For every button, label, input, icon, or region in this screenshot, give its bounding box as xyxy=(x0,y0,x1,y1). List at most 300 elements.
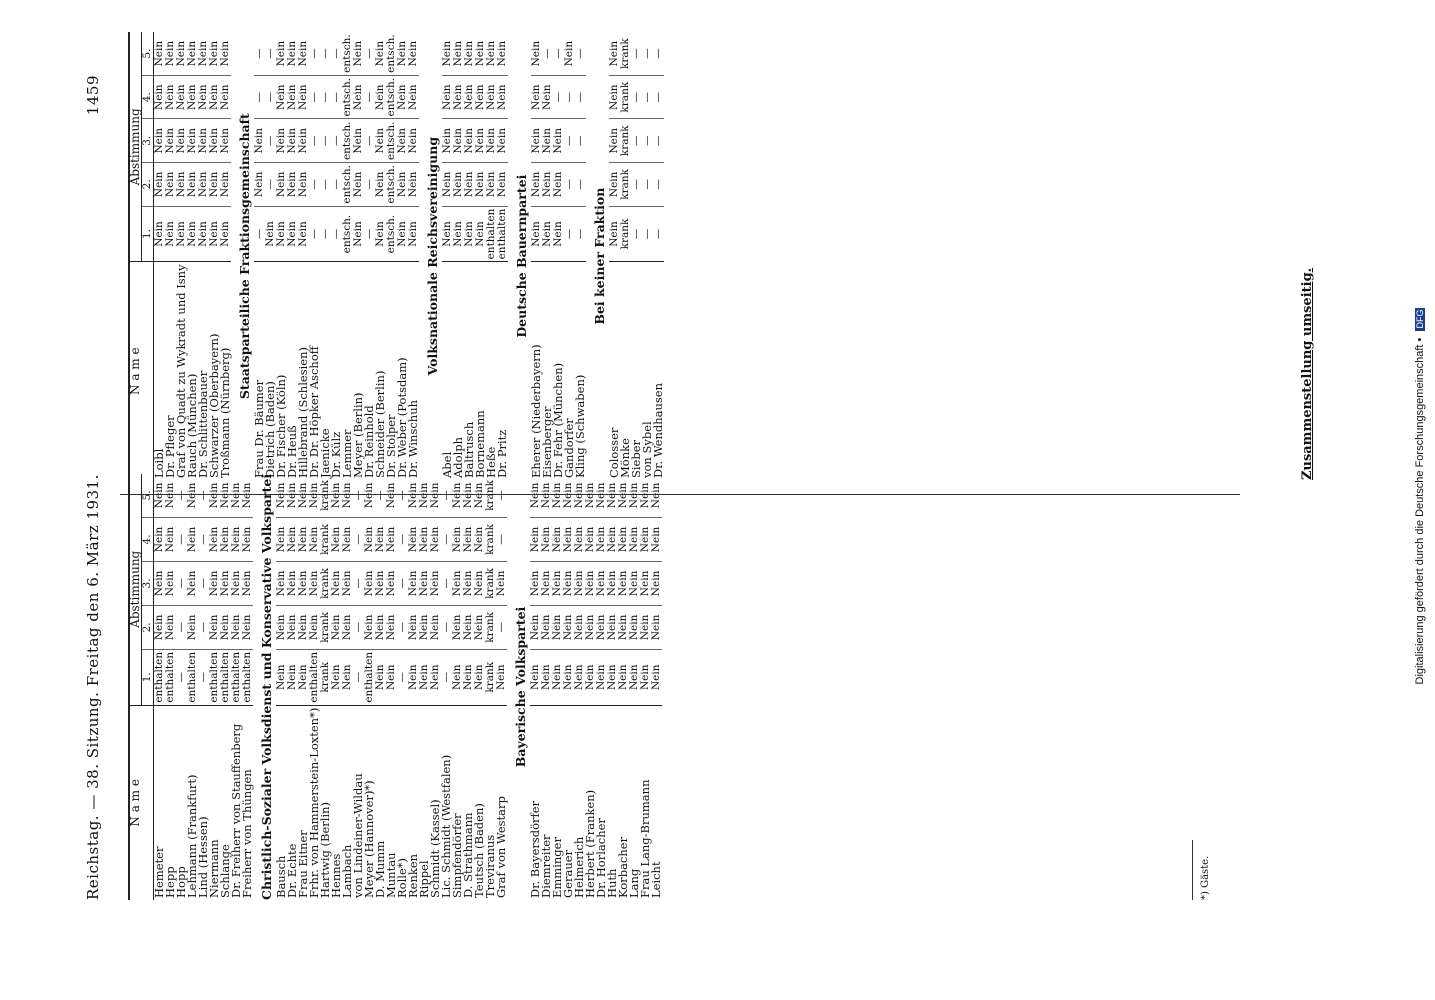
vote-cell: — xyxy=(364,75,375,119)
vote-cell: Nein xyxy=(496,649,507,705)
vote-cell: Nein xyxy=(453,206,464,262)
vote-cell: Nein xyxy=(485,40,497,67)
vote-cell: Nein xyxy=(298,517,309,561)
vote-cell: Nein xyxy=(453,119,464,163)
member-name: Baltrusch xyxy=(464,262,475,480)
vote-cell: Nein xyxy=(452,605,463,649)
vote-cell: Nein xyxy=(442,119,453,163)
vote-cell: Nein xyxy=(176,206,187,262)
member-name: Heße xyxy=(486,262,497,480)
vote-cell: Nein xyxy=(452,40,464,67)
vote-cell: Nein xyxy=(308,482,320,509)
vote-cell: Nein xyxy=(542,119,553,163)
vote-cell: entsch. xyxy=(386,206,397,262)
vote-cell: — xyxy=(575,206,586,262)
vote-cell: enthalten xyxy=(154,649,166,705)
vote-cell: Nein xyxy=(209,605,220,649)
vote-cell: — xyxy=(564,206,575,262)
vote-cell: Nein xyxy=(474,605,485,649)
vote-cell: Nein xyxy=(430,605,441,649)
vote-cell: Nein xyxy=(330,482,342,509)
vote-cell: Nein xyxy=(375,605,386,649)
vote-cell: Nein xyxy=(464,119,475,163)
vote-cell: Nein xyxy=(618,561,629,605)
vote-cell: enthalten xyxy=(486,206,497,262)
vote-cell: Nein xyxy=(276,561,287,605)
vote-cell: Nein xyxy=(275,40,287,67)
sidebar-text-wrap xyxy=(1414,11,1426,981)
vote-cell: Nein xyxy=(154,561,166,605)
vote-cell: — xyxy=(364,163,375,207)
member-name: Hemeter xyxy=(154,705,166,900)
vote-cell: Nein xyxy=(297,482,309,509)
vote-cell: Nein xyxy=(309,561,320,605)
member-name: Huth xyxy=(607,705,618,900)
vote-cell: — xyxy=(363,48,375,59)
vote-cell: Nein xyxy=(231,517,242,561)
vote-cell: Nein xyxy=(553,119,564,163)
vote-cell: Nein xyxy=(187,206,198,262)
sidebar-text: Digitalisierung gefördert durch die Deutsche Forschungsgemeinschaft • xyxy=(1414,337,1426,685)
vote-cell: Nein xyxy=(198,75,209,119)
vote-cell: Nein xyxy=(186,482,198,509)
member-name: Emminger xyxy=(552,705,563,900)
table-row xyxy=(496,474,507,900)
vote-cell: Nein xyxy=(442,75,453,119)
vote-cell: — xyxy=(631,119,642,163)
left-column xyxy=(128,473,663,900)
vote-cell: Nein xyxy=(609,119,620,163)
vote-cell: — xyxy=(631,206,642,262)
vote-cell: Nein xyxy=(353,119,364,163)
vote-cell: Nein xyxy=(585,561,596,605)
vote-cell: Nein xyxy=(474,649,485,705)
vote-cell: Nein xyxy=(452,561,463,605)
vote-cell: entsch. xyxy=(385,34,397,73)
vote-cell: Nein xyxy=(187,75,198,119)
vote-cell: Nein xyxy=(397,206,408,262)
vote-cell: Nein xyxy=(486,163,497,207)
member-name: Abel xyxy=(442,262,453,480)
vote-cell: — xyxy=(552,48,564,59)
vote-cell: Nein xyxy=(209,561,220,605)
vote-cell: Nein xyxy=(386,517,397,561)
vote-cell: Nein xyxy=(442,163,453,207)
member-name: Meyer (Berlin) xyxy=(353,262,364,480)
vote-cell: krank xyxy=(620,119,631,163)
vote-cell: Nein xyxy=(176,75,187,119)
vote-cell: Nein xyxy=(342,517,353,561)
vote-cell: Nein xyxy=(574,605,585,649)
vote-cell: Nein xyxy=(640,649,651,705)
vote-cell: Nein xyxy=(453,163,464,207)
member-name: D. Strathmann xyxy=(463,705,474,900)
vote-cell: enthalten xyxy=(220,649,231,705)
vote-cell: Nein xyxy=(419,605,430,649)
vote-cell: Nein xyxy=(153,40,165,67)
section-title: Staatsparteiliche Fraktionsgemeinschaft xyxy=(237,113,252,400)
vote-cell: — xyxy=(653,163,664,207)
vote-cell: — xyxy=(374,490,386,501)
vote-cell: — xyxy=(176,649,187,705)
member-name: Lang xyxy=(629,705,640,900)
vote-cell: krank xyxy=(320,517,331,561)
vote-cell: Nein xyxy=(609,75,620,119)
footnote: *) Gäste. xyxy=(1200,855,1211,900)
vote-cell: — xyxy=(642,206,653,262)
vote-cell: Nein xyxy=(628,482,640,509)
vote-cell: — xyxy=(653,206,664,262)
vote-cell: Nein xyxy=(552,649,563,705)
member-name: Graf von Quadt zu Wykradt und Isny xyxy=(176,262,187,480)
vote-cell: Nein xyxy=(287,517,298,561)
member-name: Muntau xyxy=(386,705,397,900)
vote-cell: — xyxy=(441,605,452,649)
vote-cell: krank xyxy=(620,75,631,119)
vote-cell: Nein xyxy=(496,561,507,605)
vote-cell: Nein xyxy=(408,75,419,119)
member-name: Rippel xyxy=(419,705,430,900)
vote-cell: — xyxy=(320,75,331,119)
vote-cell: Nein xyxy=(606,482,618,509)
member-name: Treviranus xyxy=(485,705,496,900)
vote-cell: — xyxy=(564,163,575,207)
vote-cell: Nein xyxy=(464,163,475,207)
vote-cell: Nein xyxy=(265,206,276,262)
vote-cell: — xyxy=(553,75,564,119)
member-name: Graf von Westarp xyxy=(496,705,507,900)
vote-cell: Nein xyxy=(230,482,242,509)
page-number: 1459 xyxy=(84,75,102,116)
vote-cell: enthalten xyxy=(242,649,253,705)
vote-cell: Nein xyxy=(429,482,441,509)
vote-cell: Nein xyxy=(640,561,651,605)
vote-cell: — xyxy=(265,75,276,119)
vote-cell: — xyxy=(254,206,265,262)
vote-cell: Nein xyxy=(287,119,298,163)
closing-note: Zusammenstellung umseitig. xyxy=(1300,267,1315,480)
member-name: Kling (Schwaben) xyxy=(575,262,586,480)
vote-cell: — xyxy=(642,163,653,207)
vote-cell: Nein xyxy=(497,163,508,207)
member-name: Dr. Pritz xyxy=(497,262,508,480)
vote-cell: Nein xyxy=(486,75,497,119)
vote-cell: Nein xyxy=(219,482,231,509)
table-row xyxy=(497,32,508,480)
vote-column-header: 2. xyxy=(142,163,154,207)
member-name: Leicht xyxy=(651,705,662,900)
vote-cell: Nein xyxy=(187,119,198,163)
vote-cell: Nein xyxy=(286,40,298,67)
vote-cell: Nein xyxy=(341,482,353,509)
vote-cell: Nein xyxy=(530,561,541,605)
vote-cell: Nein xyxy=(629,561,640,605)
vote-column-header: 3. xyxy=(142,119,154,163)
vote-cell: Nein xyxy=(396,40,408,67)
vote-cell: Nein xyxy=(596,517,607,561)
vote-cell: Nein xyxy=(364,561,375,605)
vote-cell: krank xyxy=(620,163,631,207)
vote-cell: Nein xyxy=(531,75,542,119)
vote-cell: Nein xyxy=(165,163,176,207)
vote-cell: Nein xyxy=(364,605,375,649)
vote-column-header: 1. xyxy=(142,206,154,262)
vote-cell: Nein xyxy=(287,649,298,705)
dfg-logo: DFG xyxy=(1415,309,1425,329)
vote-cell: Nein xyxy=(542,75,553,119)
vote-cell: Nein xyxy=(407,40,419,67)
member-name: Hillebrand (Schlesien) xyxy=(298,262,309,480)
vote-cell: Nein xyxy=(154,163,166,207)
vote-cell: Nein xyxy=(375,163,386,207)
member-name: Meyer (Hannover)*) xyxy=(364,705,375,900)
vote-cell: Nein xyxy=(442,206,453,262)
vote-cell: — xyxy=(352,490,364,501)
vote-cell: Nein xyxy=(574,649,585,705)
vote-cell: Nein xyxy=(629,605,640,649)
vote-cell: Nein xyxy=(208,482,220,509)
member-name: Sieber xyxy=(631,262,642,480)
vote-cell: krank xyxy=(485,517,496,561)
vote-cell: Nein xyxy=(386,649,397,705)
member-name: Herbert (Franken) xyxy=(585,705,596,900)
vote-cell: Nein xyxy=(607,561,618,605)
member-name: Schlange xyxy=(220,705,231,900)
vote-cell: Nein xyxy=(276,605,287,649)
vote-cell: Nein xyxy=(187,561,198,605)
vote-cell: krank xyxy=(620,206,631,262)
vote-cell: — xyxy=(331,206,342,262)
vote-cell: entsch. xyxy=(341,34,353,73)
vote-cell: — xyxy=(653,119,664,163)
vote-cell: Nein xyxy=(276,75,287,119)
vote-cell: Nein xyxy=(220,206,231,262)
vote-cell: enthalten xyxy=(187,649,198,705)
vote-cell: — xyxy=(575,163,586,207)
vote-cell: — xyxy=(309,119,320,163)
vote-cell: Nein xyxy=(153,482,165,509)
vote-cell: Nein xyxy=(596,649,607,705)
vote-cell: Nein xyxy=(573,482,585,509)
vote-cell: Nein xyxy=(408,517,419,561)
section-title: Deutsche Bauernpartei xyxy=(514,174,529,338)
vote-cell: Nein xyxy=(475,119,486,163)
vote-cell: Nein xyxy=(595,482,607,509)
vote-cell: Nein xyxy=(287,206,298,262)
vote-cell: Nein xyxy=(617,482,629,509)
vote-cell: Nein xyxy=(651,605,662,649)
vote-cell: Nein xyxy=(276,206,287,262)
vote-cell: Nein xyxy=(463,517,474,561)
vote-cell: Nein xyxy=(397,163,408,207)
vote-cell: Nein xyxy=(241,482,253,509)
vote-cell: krank xyxy=(320,605,331,649)
vote-cell: Nein xyxy=(640,517,651,561)
vote-cell: entsch. xyxy=(342,163,353,207)
member-name: Dr. Külz xyxy=(331,262,342,480)
vote-cell: krank xyxy=(320,649,331,705)
vote-cell: — xyxy=(175,490,187,501)
section-title: Volksnationale Reichsvereinigung xyxy=(425,136,440,376)
member-name: Schneider (Berlin) xyxy=(375,262,386,480)
vote-cell: Nein xyxy=(475,75,486,119)
vote-cell: Nein xyxy=(541,561,552,605)
vote-cell: krank xyxy=(485,649,496,705)
member-name: Dr. Dr. Höpker Aschoff xyxy=(309,262,320,480)
table-row xyxy=(220,32,231,480)
vote-cell: Nein xyxy=(363,482,375,509)
vote-cell: Nein xyxy=(287,75,298,119)
vote-cell: Nein xyxy=(618,649,629,705)
vote-cell: krank xyxy=(485,561,496,605)
vote-cell: Nein xyxy=(165,605,176,649)
vote-cell: Nein xyxy=(463,561,474,605)
vote-cell: Nein xyxy=(164,482,176,509)
vote-cell: Nein xyxy=(529,482,541,509)
vote-cell: — xyxy=(176,605,187,649)
vote-cell: — xyxy=(441,649,452,705)
vote-cell: Nein xyxy=(463,605,474,649)
vote-cell: — xyxy=(642,119,653,163)
vote-cell: Nein xyxy=(607,605,618,649)
vote-cell: Nein xyxy=(197,40,209,67)
vote-cell: — xyxy=(176,517,187,561)
vote-cell: Nein xyxy=(375,75,386,119)
vote-cell: Nein xyxy=(386,561,397,605)
member-name: Colosser xyxy=(609,262,620,480)
member-name: Niermann xyxy=(209,705,220,900)
vote-cell: Nein xyxy=(464,206,475,262)
member-name: Lambach xyxy=(342,705,353,900)
vote-cell: entsch. xyxy=(342,75,353,119)
right-column xyxy=(128,34,665,480)
vote-cell: Nein xyxy=(453,75,464,119)
vote-cell: Nein xyxy=(219,40,231,67)
vote-cell: — xyxy=(264,48,276,59)
vote-cell: Nein xyxy=(209,119,220,163)
vote-cell: Nein xyxy=(220,605,231,649)
member-name: D. Mumm xyxy=(375,705,386,900)
vote-cell: entsch. xyxy=(342,119,353,163)
vote-cell: enthalten xyxy=(497,206,508,262)
vote-cell: Nein xyxy=(298,649,309,705)
member-name: Dr. Schlittenbauer xyxy=(198,262,209,480)
vote-cell: Nein xyxy=(353,75,364,119)
vote-cell: krank xyxy=(320,561,331,605)
vote-cell: Nein xyxy=(209,517,220,561)
vote-cell: Nein xyxy=(608,40,620,67)
vote-cell: Nein xyxy=(342,561,353,605)
vote-cell: Nein xyxy=(462,482,474,509)
vote-cell: Nein xyxy=(276,163,287,207)
vote-cell: Nein xyxy=(596,605,607,649)
vote-cell: Nein xyxy=(176,119,187,163)
vote-cell: Nein xyxy=(298,119,309,163)
vote-column-header: 4. xyxy=(142,75,154,119)
vote-cell: — xyxy=(397,605,408,649)
vote-cell: Nein xyxy=(374,40,386,67)
vote-cell: Nein xyxy=(154,517,166,561)
vote-column-header: 5. xyxy=(142,32,154,75)
vote-cell: Nein xyxy=(186,40,198,67)
vote-cell: — xyxy=(641,48,653,59)
vote-cell: Nein xyxy=(418,482,430,509)
member-name: Dr. Freiherr von Stauffenberg xyxy=(231,705,242,900)
vote-cell: — xyxy=(631,75,642,119)
vote-cell: Nein xyxy=(342,649,353,705)
vote-cell: Nein xyxy=(464,75,475,119)
member-name: Bornemann xyxy=(475,262,486,480)
vote-cell: krank xyxy=(319,480,331,511)
vote-cell: Nein xyxy=(408,605,419,649)
vote-cell: Nein xyxy=(452,517,463,561)
vote-cell: Nein xyxy=(419,517,430,561)
member-name: Troßmann (Nürnberg) xyxy=(220,262,231,480)
vote-cell: — xyxy=(397,517,408,561)
vote-cell: Nein xyxy=(650,482,662,509)
vote-cell: Nein xyxy=(408,119,419,163)
vote-cell: Nein xyxy=(596,561,607,605)
vote-cell: — xyxy=(320,119,331,163)
vote-cell: Nein xyxy=(209,206,220,262)
vote-cell: Nein xyxy=(298,561,309,605)
vote-cell: Nein xyxy=(419,649,430,705)
vote-cell: — xyxy=(353,649,364,705)
vote-cell: Nein xyxy=(640,605,651,649)
member-name: Frhr. von Hammerstein-Loxten*) xyxy=(309,705,320,900)
vote-cell: Nein xyxy=(618,605,629,649)
vote-cell: Nein xyxy=(220,561,231,605)
vote-cell: — xyxy=(198,649,209,705)
vote-cell: Nein xyxy=(629,649,640,705)
vote-cell: Nein xyxy=(639,482,651,509)
member-name: Rolle*) xyxy=(397,705,408,900)
member-name: Gerauer xyxy=(563,705,574,900)
vote-cell: Nein xyxy=(585,517,596,561)
vote-cell: Nein xyxy=(651,517,662,561)
vote-cell: Nein xyxy=(331,649,342,705)
vote-cell: Nein xyxy=(385,482,397,509)
vote-cell: — xyxy=(496,517,507,561)
vote-cell: Nein xyxy=(463,649,474,705)
vote-cell: — xyxy=(265,119,276,163)
member-name: Hopp xyxy=(176,705,187,900)
vote-cell: Nein xyxy=(651,649,662,705)
name-column-header: N a m e xyxy=(129,705,154,900)
vote-cell: — xyxy=(265,163,276,207)
vote-cell: Nein xyxy=(231,605,242,649)
vote-cell: Nein xyxy=(530,649,541,705)
vote-cell: Nein xyxy=(375,649,386,705)
vote-cell: — xyxy=(440,490,452,501)
vote-cell: Nein xyxy=(530,40,542,67)
member-name: Dr. Heuß xyxy=(287,262,298,480)
vote-cell: entsch. xyxy=(342,206,353,262)
vote-cell: Nein xyxy=(375,206,386,262)
vote-cell: — xyxy=(396,490,408,501)
member-name: Jaenicke xyxy=(320,262,331,480)
vote-cell: Nein xyxy=(254,163,265,207)
header-title: Reichstag. — 38. Sitzung. Freitag den 6. März 1931. xyxy=(84,474,102,900)
vote-cell: Nein xyxy=(430,517,441,561)
vote-cell: Nein xyxy=(287,605,298,649)
vote-cell: Nein xyxy=(541,517,552,561)
vote-cell: Nein xyxy=(298,206,309,262)
vote-column-header: 1. xyxy=(142,649,154,705)
vote-cell: — xyxy=(309,206,320,262)
vote-cell: — xyxy=(575,119,586,163)
member-name: Bausch xyxy=(276,705,287,900)
